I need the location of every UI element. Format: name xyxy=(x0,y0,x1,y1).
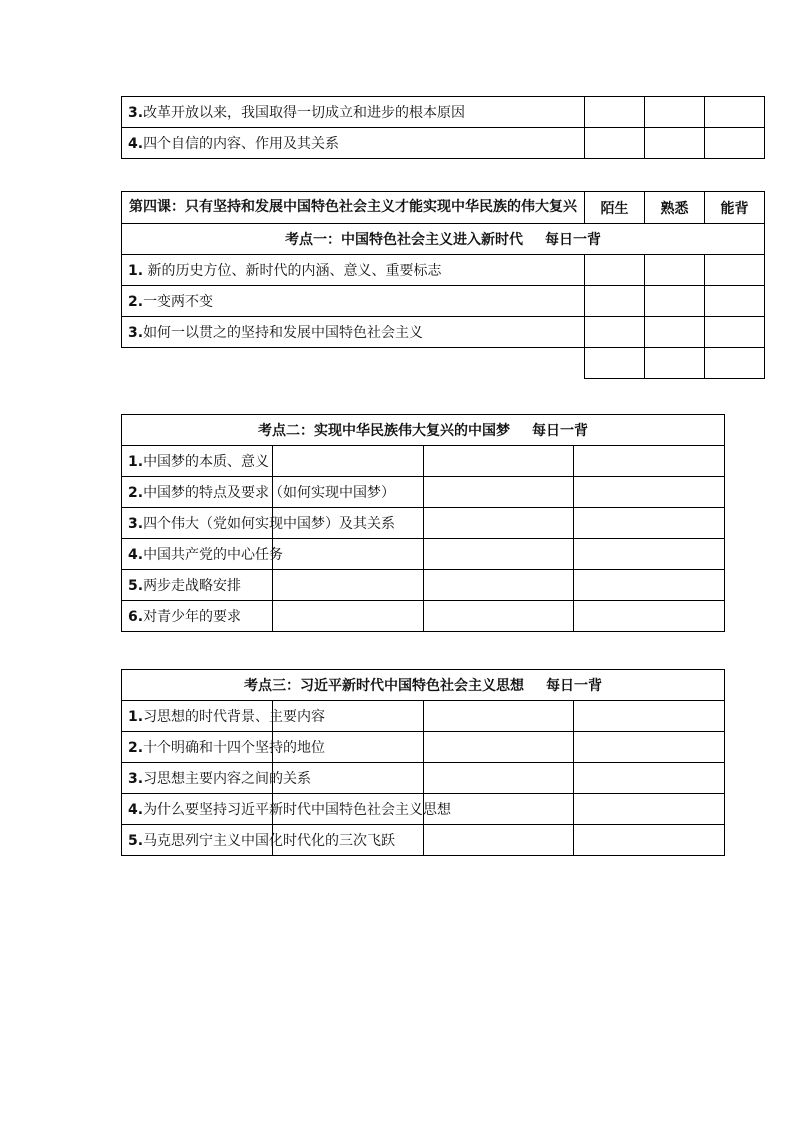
unfamiliar-checkbox[interactable] xyxy=(272,539,423,570)
table-row xyxy=(122,97,765,128)
row-label: 3.习思想主要内容之间的关系 xyxy=(122,763,273,794)
row-label: 1.中国梦的本质、意义 xyxy=(122,446,273,477)
row-label: 1. 新的历史方位、新时代的内涵、意义、重要标志 xyxy=(122,255,585,286)
table-row xyxy=(122,763,725,794)
header-row xyxy=(122,192,765,224)
row-label: 3.改革开放以来，我国取得一切成立和进步的根本原因 xyxy=(122,97,585,128)
recite-checkbox[interactable] xyxy=(574,763,725,794)
lesson4-table xyxy=(121,191,765,379)
point-row xyxy=(122,415,725,446)
table-row xyxy=(122,508,725,539)
recite-checkbox[interactable] xyxy=(705,255,765,286)
lesson-title: 第四课：只有坚持和发展中国特色社会主义才能实现中华民族的伟大复兴 xyxy=(122,192,585,224)
familiar-checkbox[interactable] xyxy=(423,477,574,508)
point-row xyxy=(122,224,765,255)
table-row xyxy=(122,794,725,825)
unfamiliar-checkbox[interactable] xyxy=(585,348,645,379)
col-recite: 能背 xyxy=(705,192,765,224)
row-label: 4.四个自信的内容、作用及其关系 xyxy=(122,128,585,159)
row-label: 2.一变两不变 xyxy=(122,286,585,317)
recite-checkbox[interactable] xyxy=(574,477,725,508)
unfamiliar-checkbox[interactable] xyxy=(585,128,645,159)
row-label: 6.对青少年的要求 xyxy=(122,601,273,632)
table-row xyxy=(122,446,725,477)
familiar-checkbox[interactable] xyxy=(423,570,574,601)
unfamiliar-checkbox[interactable] xyxy=(585,255,645,286)
table-row xyxy=(122,128,765,159)
row-label: 3.四个伟大（党如何实现中国梦）及其关系 xyxy=(122,508,273,539)
familiar-checkbox[interactable] xyxy=(423,508,574,539)
recite-checkbox[interactable] xyxy=(574,570,725,601)
familiar-checkbox[interactable] xyxy=(423,701,574,732)
familiar-checkbox[interactable] xyxy=(645,255,705,286)
familiar-checkbox[interactable] xyxy=(423,732,574,763)
point1-title: 考点一：中国特色社会主义进入新时代 每日一背 xyxy=(122,224,765,255)
unfamiliar-checkbox[interactable] xyxy=(585,97,645,128)
row-label: 2.十个明确和十四个坚持的地位 xyxy=(122,732,273,763)
familiar-checkbox[interactable] xyxy=(645,128,705,159)
recite-checkbox[interactable] xyxy=(705,317,765,348)
table-row xyxy=(122,601,725,632)
familiar-checkbox[interactable] xyxy=(423,446,574,477)
row-label: 2.中国梦的特点及要求（如何实现中国梦） xyxy=(122,477,273,508)
row-label: 5.马克思列宁主义中国化时代化的三次飞跃 xyxy=(122,825,273,856)
table-row xyxy=(122,732,725,763)
table-row xyxy=(122,477,725,508)
blank-cell xyxy=(122,348,585,379)
recite-checkbox[interactable] xyxy=(574,601,725,632)
table-row xyxy=(122,570,725,601)
point2-title: 考点二：实现中华民族伟大复兴的中国梦 每日一背 xyxy=(122,415,725,446)
table-row xyxy=(122,701,725,732)
recite-checkbox[interactable] xyxy=(574,732,725,763)
recite-checkbox[interactable] xyxy=(705,286,765,317)
table-row xyxy=(122,255,765,286)
col-familiar: 熟悉 xyxy=(645,192,705,224)
row-label: 4.为什么要坚持习近平新时代中国特色社会主义思想 xyxy=(122,794,273,825)
familiar-checkbox[interactable] xyxy=(645,348,705,379)
col-unfamiliar: 陌生 xyxy=(585,192,645,224)
row-label: 3.如何一以贯之的坚持和发展中国特色社会主义 xyxy=(122,317,585,348)
recite-checkbox[interactable] xyxy=(574,508,725,539)
unfamiliar-checkbox[interactable] xyxy=(272,601,423,632)
recite-checkbox[interactable] xyxy=(574,701,725,732)
unfamiliar-checkbox[interactable] xyxy=(272,446,423,477)
recite-checkbox[interactable] xyxy=(574,825,725,856)
recite-checkbox[interactable] xyxy=(574,794,725,825)
table-row xyxy=(122,539,725,570)
familiar-checkbox[interactable] xyxy=(645,286,705,317)
review-table-continued xyxy=(121,96,765,159)
recite-checkbox[interactable] xyxy=(705,128,765,159)
familiar-checkbox[interactable] xyxy=(645,317,705,348)
familiar-checkbox[interactable] xyxy=(423,825,574,856)
point3-table xyxy=(121,669,725,856)
familiar-checkbox[interactable] xyxy=(423,601,574,632)
familiar-checkbox[interactable] xyxy=(645,97,705,128)
table-row xyxy=(122,286,765,317)
unfamiliar-checkbox[interactable] xyxy=(585,286,645,317)
point2-table xyxy=(121,414,725,632)
unfamiliar-checkbox[interactable] xyxy=(585,317,645,348)
familiar-checkbox[interactable] xyxy=(423,539,574,570)
row-label: 1.习思想的时代背景、主要内容 xyxy=(122,701,273,732)
row-label: 5.两步走战略安排 xyxy=(122,570,273,601)
row-label: 4.中国共产党的中心任务 xyxy=(122,539,273,570)
blank-row xyxy=(122,348,765,379)
recite-checkbox[interactable] xyxy=(574,446,725,477)
table-row xyxy=(122,825,725,856)
unfamiliar-checkbox[interactable] xyxy=(272,570,423,601)
table-row xyxy=(122,317,765,348)
point-row xyxy=(122,670,725,701)
point3-title: 考点三：习近平新时代中国特色社会主义思想 每日一背 xyxy=(122,670,725,701)
recite-checkbox[interactable] xyxy=(705,97,765,128)
recite-checkbox[interactable] xyxy=(705,348,765,379)
familiar-checkbox[interactable] xyxy=(423,763,574,794)
recite-checkbox[interactable] xyxy=(574,539,725,570)
